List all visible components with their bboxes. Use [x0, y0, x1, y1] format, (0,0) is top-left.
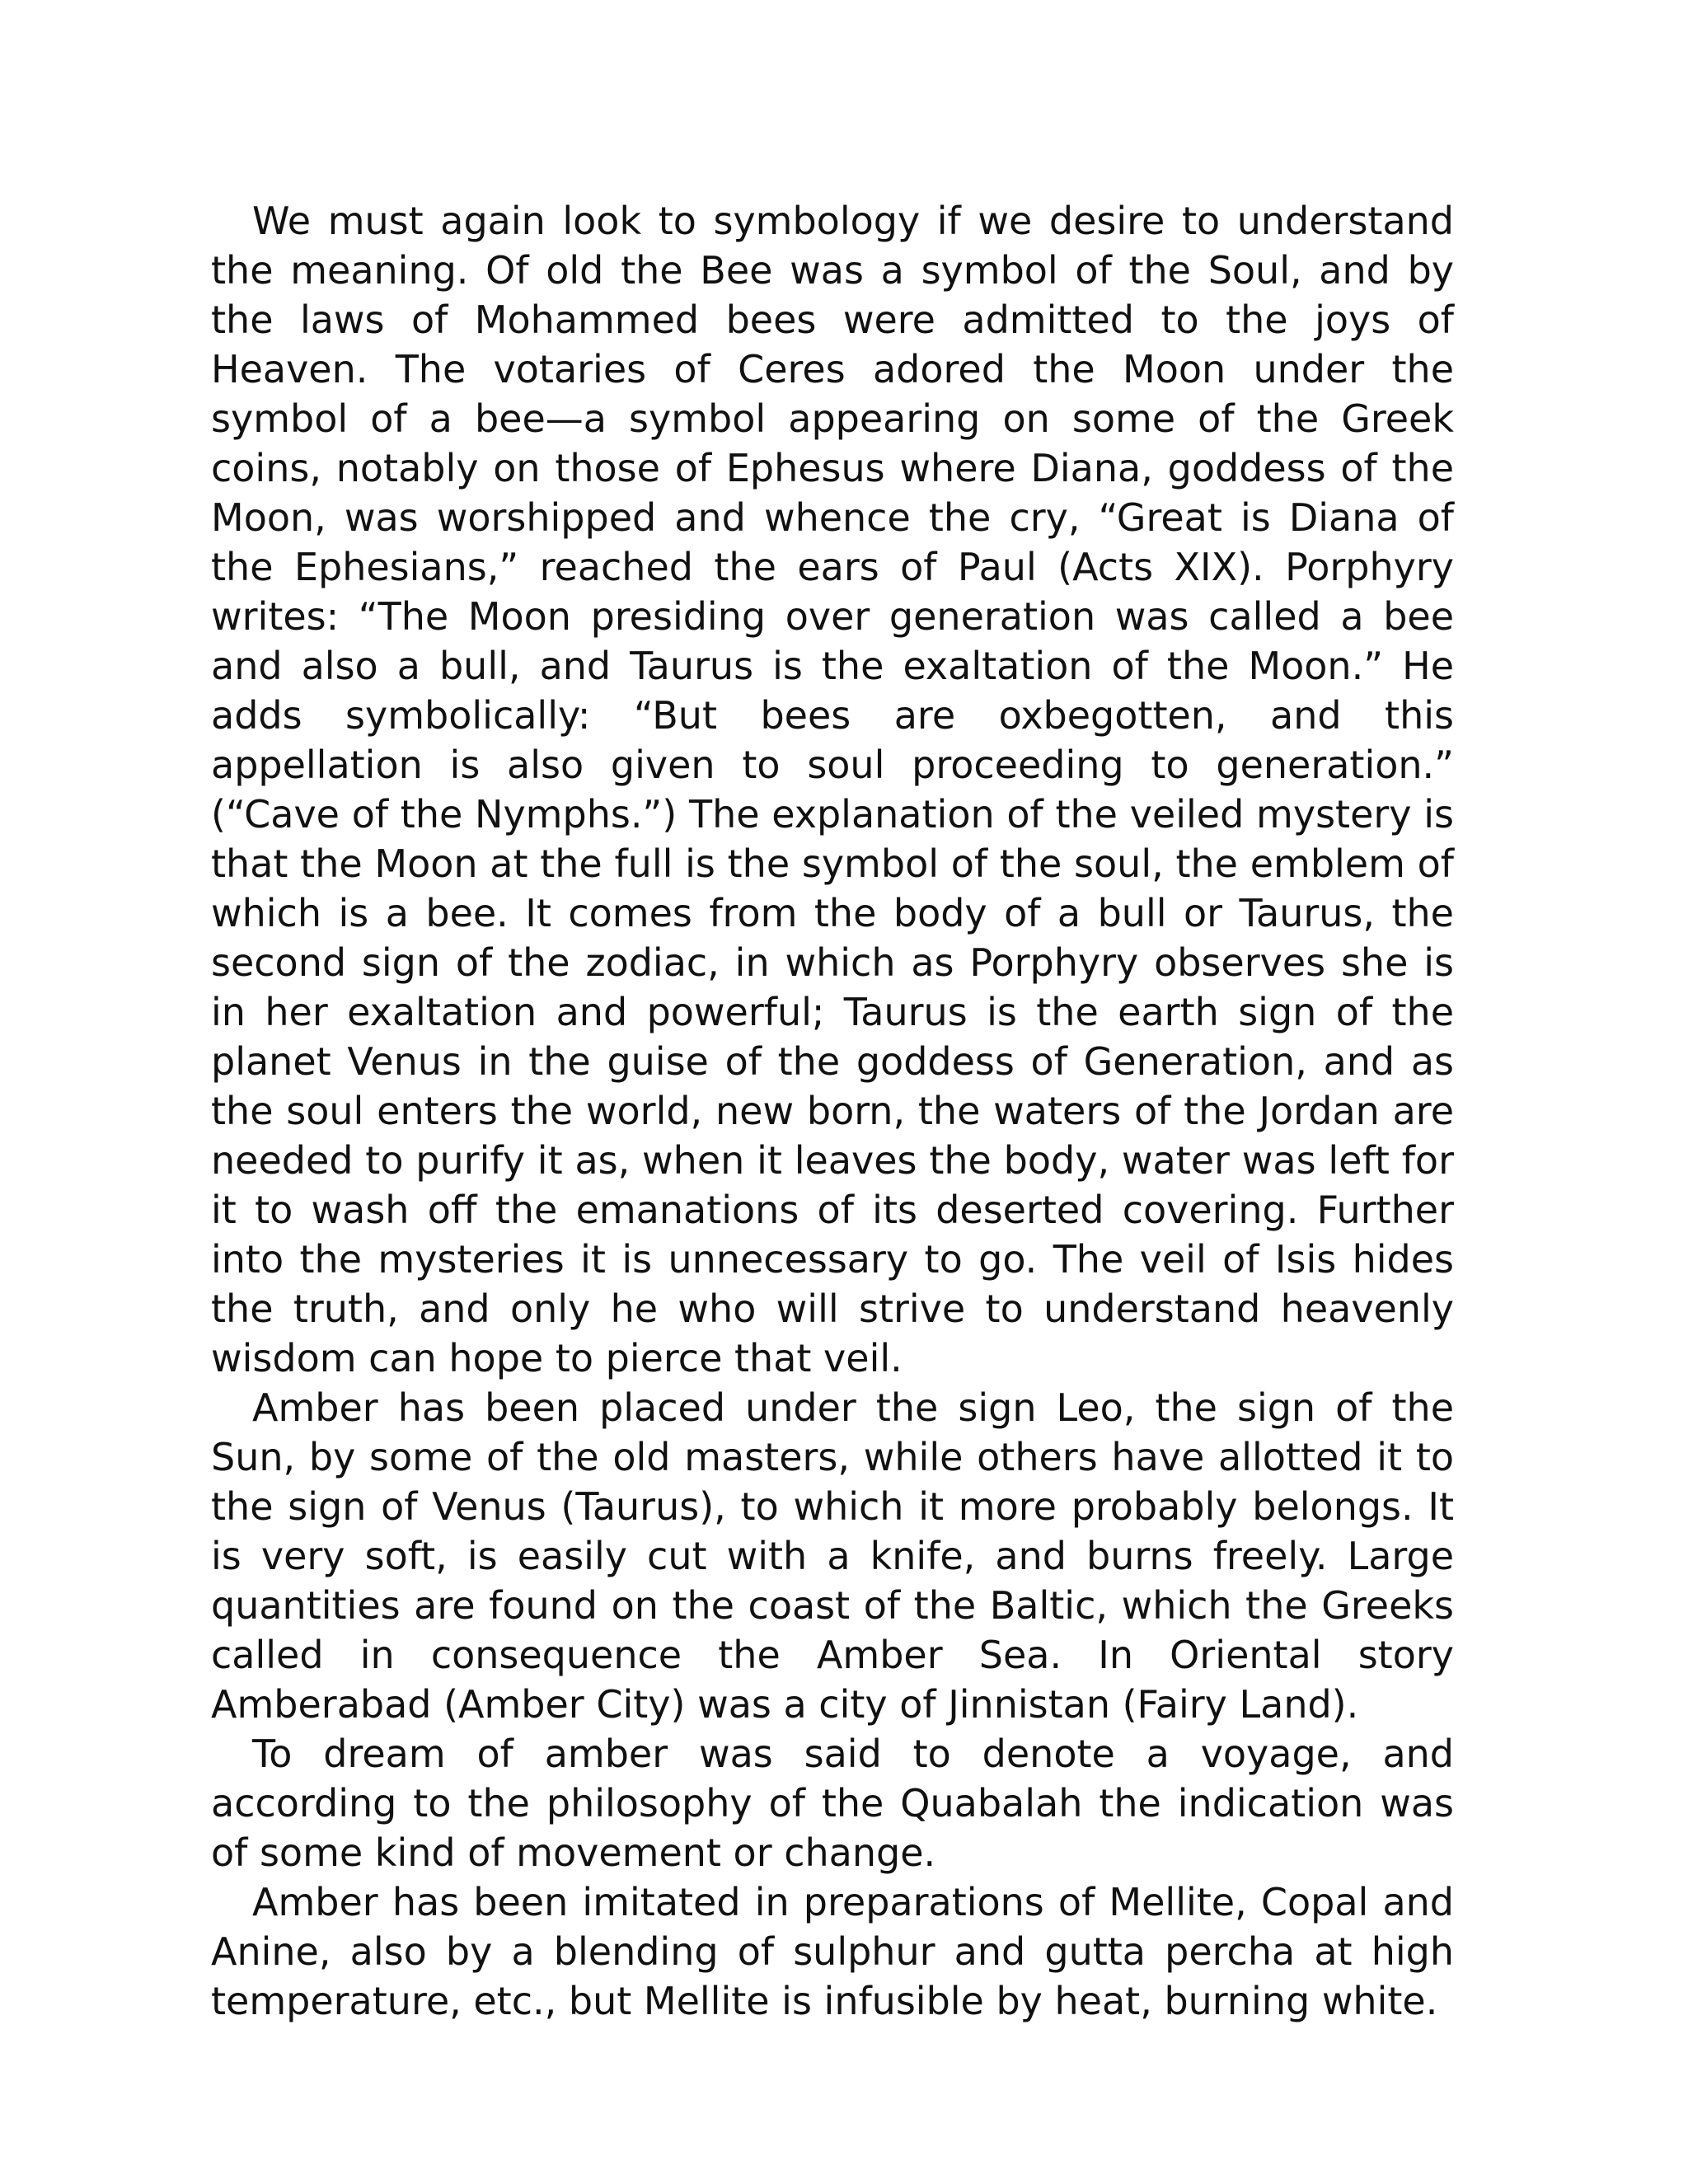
paragraph-amber-imitation: Amber has been imitated in preparations of Mellite, Copal and Anine, also by a blending of sulphur and gutta percha at high temperature, etc., but Mellite is infusible by heat, burning white. — [211, 1880, 1454, 2023]
paragraph-amber-sign: Amber has been placed under the sign Leo, the sign of the Sun, by some of the old masters, while others have allotted it to the sign of Venus (Taurus), to which it more probably belongs. It is very soft, is easily cut with a knife, and burns freely. Large quantities are found on the coast of the Baltic, which the Greeks called in consequence the Amber Sea. In Oriental story Amberabad (Amber City) was a city of Jinnistan (Fairy Land). — [211, 1385, 1454, 1727]
paragraph-amber-dream: To dream of amber was said to denote a voyage, and according to the philosophy of the Quabalah the indication was of some kind of movement or change. — [211, 1732, 1454, 1875]
document-page — [211, 196, 1454, 2026]
paragraph-bee-symbology: We must again look to symbology if we desire to understand the meaning. Of old the Bee was a symbol of the Soul, and by the laws of Mohammed bees were admitted to the joys of Heaven. The votaries of Ceres adored the Moon under the symbol of a bee—a symbol appearing on some of the Greek coins, notably on those of Ephesus where Diana, goddess of the Moon, was worshipped and whence the cry, “Great is Diana of the Ephesians,” reached the ears of Paul (Acts XIX). Porphyry writes: “The Moon presiding over generation was called a bee and also a bull, and Taurus is the exaltation of the Moon.” He adds symbolically: “But bees are oxbegotten, and this appellation is also given to soul proceeding to generation.” (“Cave of the Nymphs.”) The explanation of the veiled mystery is that the Moon at the full is the symbol of the soul, the emblem of which is a bee. It comes from the body of a bull or Taurus, the second sign of the zodiac, in which as Porphyry observes she is in her exaltation and powerful; Taurus is the earth sign of the planet Venus in the guise of the goddess of Generation, and as the soul enters the world, new born, the waters of the Jordan are needed to purify it as, when it leaves the body, water was left for it to wash off the emanations of its deserted covering. Further into the mysteries it is unnecessary to go. The veil of Isis hides the truth, and only he who will strive to understand heavenly wisdom can hope to pierce that veil. — [211, 199, 1454, 1380]
